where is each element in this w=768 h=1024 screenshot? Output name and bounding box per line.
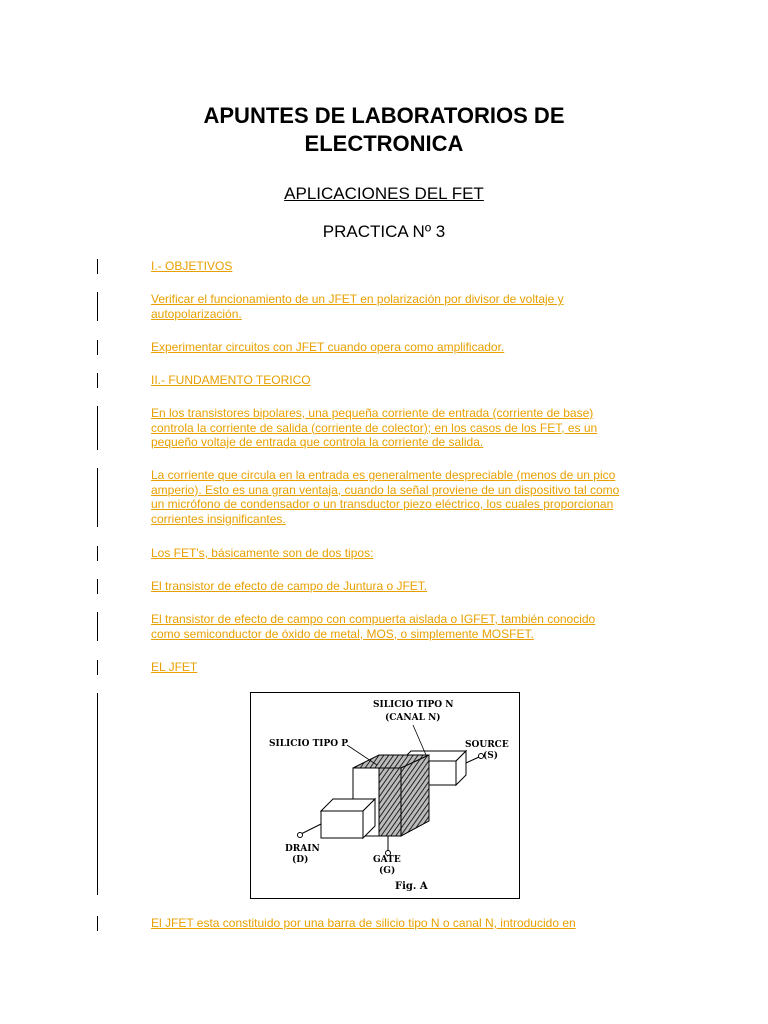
- paragraph-fundamento-2: La corriente que circula en la entrada es generalmente despreciable (menos de un pico amperio). Esto es una gran ventaja, cuando la señal proviene de un dispositivo tal como un micrófono de condensador o un transductor piezo eléctrico, los cuales proporcionan corrientes insignificantes.: [151, 468, 620, 526]
- change-bar: [97, 373, 98, 388]
- drain-terminal: [298, 833, 303, 838]
- label-silicio-tipo-p: SILICIO TIPO P: [269, 739, 349, 749]
- change-bar: [97, 612, 98, 641]
- change-bar: [97, 579, 98, 594]
- change-bar: [97, 259, 98, 274]
- paragraph-jfet-description: El JFET esta constituido por una barra de silicio tipo N o canal N, introducido en: [151, 916, 576, 930]
- change-bar: [97, 468, 98, 527]
- label-source: SOURCE: [465, 740, 509, 750]
- source-lead: [466, 757, 479, 763]
- change-bar: [97, 546, 98, 561]
- drain-lead: [301, 824, 321, 834]
- document-title-line1: APUNTES DE LABORATORIOS DE: [203, 103, 565, 128]
- change-bar: [97, 660, 98, 675]
- paragraph-igfet-type: El transistor de efecto de campo con compuerta aislada o IGFET, también conocido como semiconductor de óxido de metal, MOS, o simplemente MOSFET.: [151, 612, 596, 641]
- label-canal-n: (CANAL N): [385, 713, 441, 723]
- label-drain-d: (D): [292, 855, 309, 865]
- change-bar: [97, 340, 98, 355]
- heading-el-jfet: EL JFET: [151, 660, 198, 674]
- change-bar: [97, 693, 98, 895]
- subtitle-practica: PRACTICA Nº 3: [322, 222, 446, 241]
- label-silicio-tipo-n: SILICIO TIPO N: [373, 700, 454, 710]
- paragraph-tipos: Los FET's, básicamente son de dos tipos:: [151, 546, 374, 560]
- change-bar: [97, 292, 98, 321]
- heading-objetivos: I.- OBJETIVOS: [151, 259, 233, 273]
- label-drain: DRAIN: [285, 844, 320, 854]
- paragraph-objetivo-2: Experimentar circuitos con JFET cuando opera como amplificador.: [151, 340, 505, 354]
- label-gate: GATE: [373, 855, 401, 865]
- jfet-figure: [250, 692, 520, 899]
- document-title-line2: ELECTRONICA: [304, 131, 464, 156]
- change-bar: [97, 916, 98, 931]
- paragraph-jfet-type: El transistor de efecto de campo de Juntura o JFET.: [151, 579, 428, 593]
- figure-caption: Fig. A: [395, 881, 428, 892]
- label-source-s: (S): [483, 751, 499, 761]
- paragraph-objetivo-1: Verificar el funcionamiento de un JFET en polarización por divisor de voltaje y autopolarización.: [151, 292, 564, 321]
- channel-bar-front: [321, 799, 375, 838]
- paragraph-fundamento-1: En los transistores bipolares, una pequeña corriente de entrada (corriente de base) controla la corriente de salida (corriente de colector); en los casos de los FET, es un pequeño voltaje de entrada que controla la corriente de salida.: [151, 406, 598, 449]
- heading-fundamento: II.- FUNDAMENTO TEORICO: [151, 373, 311, 387]
- label-gate-g: (G): [379, 866, 396, 876]
- subtitle-aplicaciones: APLICACIONES DEL FET: [284, 184, 484, 203]
- change-bar: [97, 406, 98, 450]
- p-type-pointer: [347, 745, 377, 765]
